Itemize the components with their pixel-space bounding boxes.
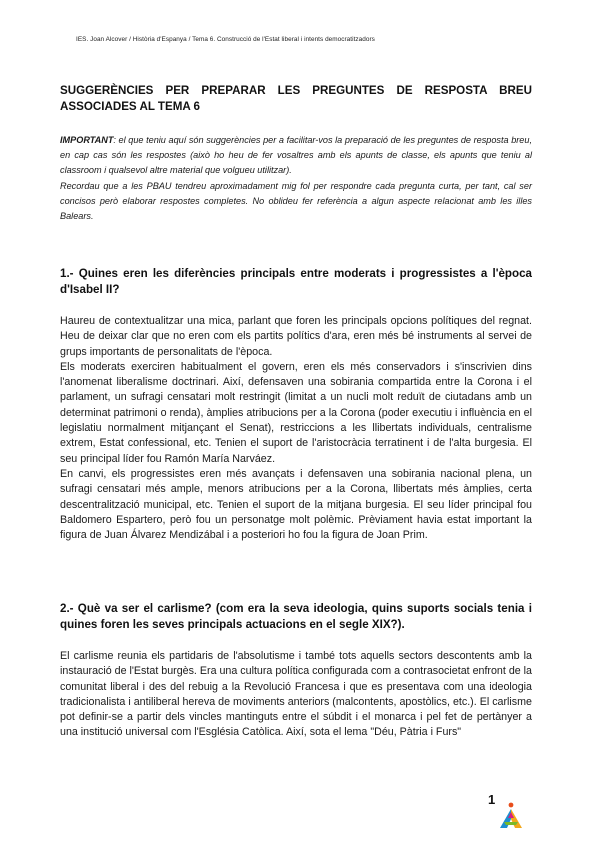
- answer-paragraph: Haureu de contextualitzar una mica, parlant que foren les principals opcions polítiques del regnat. Heu de deixar clar que no eren com els partits polítics d'ara, eren més bé instruments al servei de grups importants de personalitats de l'època.: [60, 315, 532, 358]
- important-notice: [60, 133, 532, 224]
- document-title: SUGGERÈNCIES PER PREPARAR LES PREGUNTES DE RESPOSTA BREU ASSOCIADES AL TEMA 6: [60, 84, 532, 113]
- answer-paragraph: El carlisme reunia els partidaris de l'absolutisme i també tots aquells sectors descontents amb la instauració de l'Estat burgès. Era una cultura política configurada com a contrasocietat enfront de la comunitat liberal i des del rebuig a la Revolució Francesa i que es presentava com una ideologia tradicionalista i antiliberal hereva de moviments anteriors (malcontents, apostòlics, etc.). El carlisme pot definir-se a partir dels vincles mantinguts entre el súbdit i el monarca i pel fet de pertànyer a una institució universal com l'Església Catòlica. Així, sota el lema "Déu, Pàtria i Furs": [60, 650, 532, 739]
- answer-paragraph: En canvi, els progressistes eren més avançats i defensaven una sobirania nacional plena, un sufragi censatari més ample, menors atribucions per a la Corona, llibertats més àmplies, certa descentralització municipal, etc. Tenien el suport de la mitjana burgesia. El seu líder principal fou Baldomero Espartero, però fou un personatge molt polèmic. Prèviament havia estat important la figura de Juan Álvarez Mendizábal i a posteriori ho fou la figura de Joan Prim.: [60, 467, 532, 542]
- notice-text-1: : el que teniu aquí són suggerències per a facilitar-vos la preparació de les preguntes de resposta breu, en cap cas són les respostes (això ho heu de fer vosaltres amb els apunts de classe, els apunts que teniu al classroom i qualsevol altre material que volgueu utilitzar).: [60, 135, 532, 176]
- question-1-answer: [60, 314, 532, 543]
- question-2-answer: [60, 649, 532, 741]
- question-1-heading: 1.- Quines eren les diferències principals entre moderats i progressistes a l'època d'Isabel II?: [60, 267, 532, 296]
- school-logo-icon: [498, 800, 524, 830]
- question-2-heading: 2.- Què va ser el carlisme? (com era la seva ideologia, quins suports socials tenia i quines foren les seves principals actuacions en el segle XIX?).: [60, 602, 532, 631]
- notice-paragraph-1: [60, 133, 532, 179]
- answer-paragraph: Els moderats exerciren habitualment el govern, eren els més conservadors i s'inscrivien dins l'anomenat liberalisme doctrinari. Així, defensaven una sobirania compartida entre la Corona i el parlament, un sufragi censatari molt restringit (limitat a un nucli molt reduït de ciutadans amb un determinat patrimoni o renda), àmplies atribucions per a la Corona (poder executiu i influència en el legislatiu normalment mitjançant el Senat), restriccions a les llibertats individuals, centralisme extrem, Estat confessional, etc. Tenien el suport de l'aristocràcia terratinent i de l'alta burgesia. El seu principal líder fou Ramón María Narváez.: [60, 360, 532, 465]
- running-header: IES. Joan Alcover / Història d'Espanya / Tema 6. Construcció de l'Estat liberal i intents democratitzadors: [76, 36, 375, 43]
- notice-paragraph-2: Recordau que a les PBAU tendreu aproximadament mig fol per respondre cada pregunta curta, per tant, cal ser concisos però elaborar respostes completes. No oblideu fer referència a algun aspecte relacionat amb les illes Balears.: [60, 180, 532, 222]
- page-number: 1: [488, 792, 496, 807]
- notice-keyword: IMPORTANT: [60, 135, 114, 145]
